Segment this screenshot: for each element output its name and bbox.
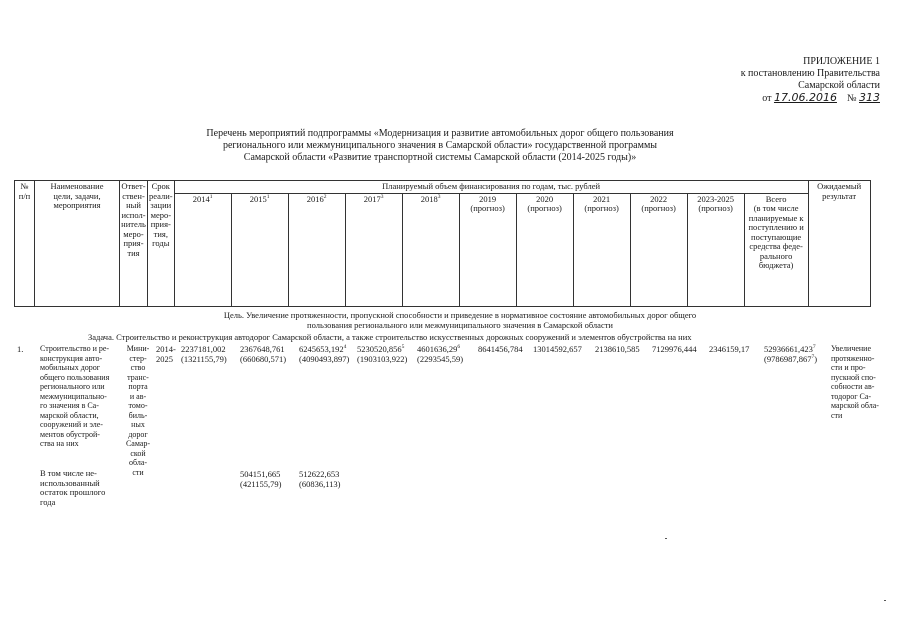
header-term-line: прия- <box>150 219 171 229</box>
result-line: тодорог Са- <box>831 391 872 401</box>
value-2014-federal: (1321155,79) <box>181 354 227 364</box>
value-2016 <box>299 344 349 364</box>
measure-name-line: общего пользования <box>40 372 110 382</box>
header-name-line: цели, задачи, <box>53 190 101 201</box>
year-label: 2023-2025 <box>697 193 735 204</box>
term-years <box>156 344 176 364</box>
sub-item-line: остаток прошлого <box>40 487 106 497</box>
footnote-mark: 5 <box>401 344 405 351</box>
value-total <box>764 344 817 364</box>
measure-name-line: мобильных дорог <box>40 363 101 372</box>
term-line: 2025 <box>156 354 173 364</box>
resp-line: сти <box>132 467 144 477</box>
appendix-block <box>700 56 880 105</box>
forecast-label: (прогноз) <box>527 203 562 213</box>
value-2016-federal: (4090493,897) <box>299 354 350 364</box>
header-resp-line: ный <box>126 200 141 210</box>
header-name-line: Наименование <box>50 181 104 191</box>
result-line: Увеличение <box>831 344 872 353</box>
footnote-mark: 3 <box>437 193 441 200</box>
result-line: сти и про- <box>831 363 866 372</box>
measure-name-line: конструкция авто- <box>40 353 103 363</box>
header-term-line: зации <box>150 200 172 210</box>
sub-item-line: использованный <box>40 477 100 488</box>
appendix-region: Самарской области <box>798 80 880 91</box>
measure-name-line: сооружений и эле- <box>40 420 103 429</box>
measure-name-line: ментов обустрой- <box>40 429 100 439</box>
header-result <box>808 181 870 307</box>
task-heading: Задача. Строительство и реконструкция автодорог Самарской области, а также строительство искусственных дорожных сооружений и элементов обустройства на них <box>88 332 692 342</box>
header-year-2020 <box>516 193 573 306</box>
header-total-line: поступающие <box>751 231 802 242</box>
sub-item-line: года <box>40 496 56 507</box>
resp-line: транс- <box>127 372 149 382</box>
resp-line: и ав- <box>129 391 147 401</box>
value-2017 <box>357 344 407 364</box>
measure-name-line: марской области, <box>40 410 99 420</box>
sub-2015-federal: (421155,79) <box>240 479 282 489</box>
scan-speck <box>884 600 886 601</box>
measure-sub-item <box>40 469 105 507</box>
header-total-line: средства феде- <box>749 241 803 251</box>
header-resp-line: тия <box>127 247 140 258</box>
appendix-title: ПРИЛОЖЕНИЕ 1 <box>803 56 880 67</box>
footnote-mark: 1 <box>209 193 213 200</box>
value-2015-total: 2367648,761 <box>240 344 285 354</box>
header-num-line: № <box>20 181 29 191</box>
year-label: 2017 <box>363 193 381 204</box>
footnote-mark: 7 <box>811 354 815 361</box>
total-federal: (9786987,867 <box>764 354 812 364</box>
header-total-line: бюджета) <box>758 260 794 270</box>
value-2015-federal: (660680,571) <box>240 354 287 364</box>
forecast-label: (прогноз) <box>470 203 505 213</box>
resp-line: стер- <box>129 353 147 363</box>
title-line-2: регионального или межмуниципального значения в Самарской области» государственной программы <box>222 140 657 151</box>
value-2018-total: 4601636,29 <box>417 344 458 354</box>
sub-value-2015 <box>240 469 281 489</box>
header-resp-line: нитель <box>121 219 146 229</box>
row-number: 1. <box>17 344 24 354</box>
title-line-1: Перечень мероприятий подпрограммы «Модернизация и развитие автомобильных дорог общего пользования <box>206 128 674 139</box>
resp-line: ство <box>130 363 146 372</box>
measure-name-line: регионального или <box>40 382 105 391</box>
result-line: сти <box>831 410 843 420</box>
header-resp-line: прия- <box>123 238 144 248</box>
header-resp-line: Ответ- <box>121 181 146 191</box>
value-2022: 7129976,444 <box>652 344 697 354</box>
footnote-mark: 6 <box>457 344 461 351</box>
header-year-2018 <box>402 193 459 306</box>
value-2014-total: 2237181,002 <box>181 344 226 354</box>
result-line: собности ав- <box>831 382 875 391</box>
year-label: 2015 <box>249 193 267 204</box>
measure-name-line: ства на них <box>40 439 79 448</box>
value-2018 <box>417 344 463 364</box>
resp-line: дорог <box>128 429 148 439</box>
document-title <box>150 128 730 164</box>
handwritten-date: 17.06.2016 <box>773 91 837 104</box>
footnote-mark: 1 <box>266 193 270 200</box>
from-label: от <box>762 93 772 104</box>
sub-2016-federal: (60836,113) <box>299 479 341 489</box>
result-line: протяженно- <box>831 353 875 363</box>
year-label: 2018 <box>420 193 438 204</box>
footnote-mark: 2 <box>323 193 327 200</box>
measure-name-line: межмуниципально- <box>40 391 107 401</box>
value-2016-total: 6245653,192 <box>299 344 344 354</box>
value-2020: 13014592,657 <box>533 344 582 354</box>
header-planned-financing: Планируемый объем финансирования по годам, тыс. рублей <box>174 181 808 194</box>
goal-line-1: Цель. Увеличение протяженности, пропускной способности и приведение в нормативное состояние автомобильных дорог общего <box>223 310 697 320</box>
resp-line: обла- <box>128 458 148 467</box>
value-2017-federal: (1903103,922) <box>357 354 408 364</box>
header-year-2014 <box>174 193 231 306</box>
header-name <box>35 181 120 307</box>
header-year-2019 <box>459 193 516 306</box>
header-num-line: п/п <box>18 190 31 201</box>
resp-line: томо- <box>128 401 148 410</box>
resp-line: Мини- <box>126 344 150 353</box>
header-term-line: годы <box>152 238 170 248</box>
footnote-mark: 7 <box>812 344 816 351</box>
goal-heading <box>150 310 770 330</box>
forecast-label: (прогноз) <box>698 203 733 213</box>
header-total-line: поступлению и <box>748 222 804 232</box>
value-2014 <box>181 344 227 364</box>
year-label: 2016 <box>306 193 324 204</box>
year-label: 2019 <box>479 193 497 204</box>
appendix-resolution: к постановлению Правительства <box>740 68 880 79</box>
handwritten-number: 313 <box>859 91 880 104</box>
header-year-2016 <box>288 193 345 306</box>
sub-2016-total: 512622,653 <box>299 469 340 479</box>
header-total-line: (в том числе <box>753 203 799 213</box>
year-label: 2014 <box>192 193 210 204</box>
resp-line: ской <box>130 448 146 458</box>
value-2017-total: 5230520,856 <box>357 344 402 354</box>
header-result-line: Ожидаемый <box>817 181 862 191</box>
header-result-line: результат <box>822 190 857 201</box>
header-total-line: планируемые к <box>748 212 804 223</box>
header-term <box>148 181 175 307</box>
header-total-line: рального <box>759 250 793 261</box>
measure-name-line: Строительство и ре- <box>40 344 110 353</box>
header-term-line: тия, <box>153 228 168 239</box>
forecast-label: (прогноз) <box>584 203 619 213</box>
measure-name-line: го значения в Са- <box>40 401 99 410</box>
resp-line: биль- <box>128 410 148 420</box>
header-year-2023-2025 <box>687 193 744 306</box>
header-table <box>14 180 871 307</box>
scan-speck <box>665 538 667 539</box>
value-2018-federal: (2293545,59) <box>417 354 464 364</box>
sub-item-line: В том числе не- <box>40 468 97 478</box>
term-line: 2014- <box>156 344 176 354</box>
value-2021: 2138610,585 <box>595 344 640 354</box>
value-2019: 8641456,784 <box>478 344 523 354</box>
header-year-2017 <box>345 193 402 306</box>
header-resp-line: меро- <box>123 228 144 239</box>
result-line: пускной спо- <box>831 372 876 382</box>
header-term-line: реали- <box>149 190 173 201</box>
number-label: № <box>846 93 857 104</box>
footnote-mark: 4 <box>343 344 347 351</box>
value-2015 <box>240 344 286 364</box>
measure-name <box>40 344 109 449</box>
title-line-3: Самарской области «Развитие транспортной системы Самарской области (2014-2025 годы)» <box>243 152 637 163</box>
expected-result <box>831 344 879 420</box>
resp-line: ных <box>131 420 145 429</box>
header-year-2021 <box>573 193 630 306</box>
header-name-line: мероприятия <box>53 200 101 210</box>
resp-line: порта <box>128 382 148 391</box>
footnote-mark: 3 <box>380 193 384 200</box>
header-total-line: Всего <box>765 193 787 204</box>
header-responsible <box>120 181 148 307</box>
goal-line-2: пользования регионального или межмуниципального значения в Самарской области <box>307 320 613 330</box>
header-year-2015 <box>231 193 288 306</box>
header-year-2022 <box>630 193 687 306</box>
responsible-executor <box>125 344 151 477</box>
appendix-date-line <box>700 92 880 105</box>
value-2023-2025: 2346159,17 <box>709 344 750 354</box>
header-resp-line: ствен- <box>122 190 145 201</box>
result-line: марской обла- <box>831 401 879 410</box>
header-term-line: меро- <box>150 209 172 220</box>
year-label: 2021 <box>593 193 611 204</box>
forecast-label: (прогноз) <box>641 203 676 213</box>
total-sum: 52936661,423 <box>764 344 813 354</box>
header-resp-line: испол- <box>121 209 146 220</box>
year-label: 2022 <box>650 193 668 204</box>
sub-2015-total: 504151,665 <box>240 469 281 479</box>
year-label: 2020 <box>536 193 554 204</box>
header-num <box>15 181 35 307</box>
resp-line: Самар- <box>125 439 151 448</box>
closing-paren: ) <box>814 354 818 364</box>
sub-value-2016 <box>299 469 340 489</box>
header-total <box>744 193 808 306</box>
header-term-line: Срок <box>151 181 170 191</box>
